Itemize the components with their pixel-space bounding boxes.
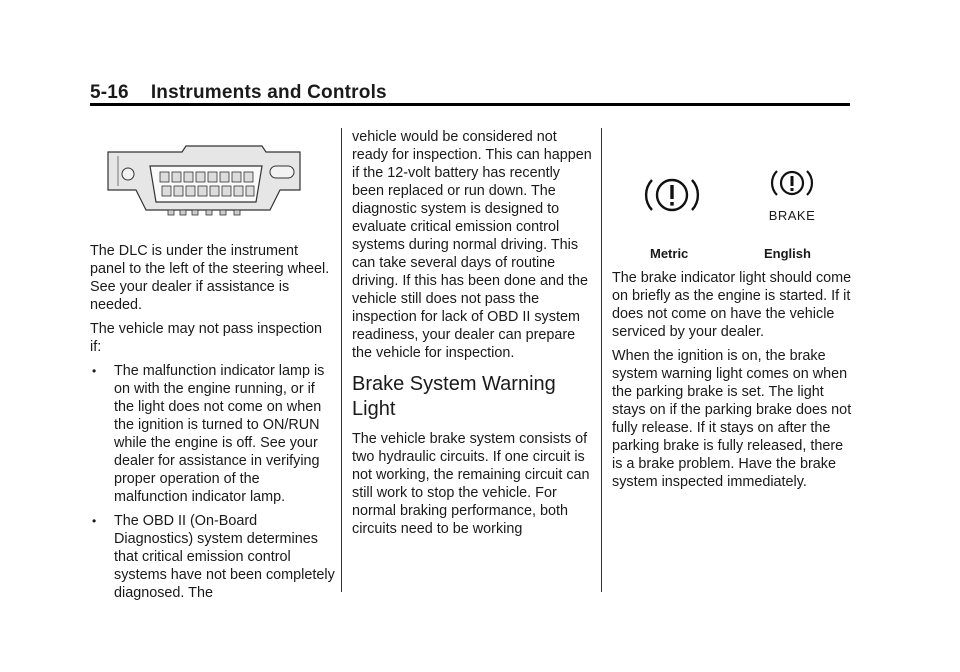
bullet-text: The malfunction indicator lamp is on with the engine running, or if the light does not come on when the ignition is turned to ON/RUN while the engine is off. See your dealer for assistance in verifying proper operation of the malfunction indicator lamp. — [114, 363, 325, 505]
brake-indicator-text: The brake indicator light should come on briefly as the engine is started. If it does not come on have the vehicle serviced by your dealer. — [612, 270, 852, 340]
header-rule — [90, 103, 850, 106]
column-divider — [341, 128, 342, 592]
list-item — [90, 362, 335, 506]
bullet-text: The OBD II (On-Board Diagnostics) system determines that critical emission control systems have not been completely diagnosed. The — [114, 513, 335, 601]
brake-system-text: The vehicle brake system consists of two hydraulic circuits. If one circuit is not working, the remaining circuit can still work to stop the vehicle. For normal braking performance, both circuits need to be working — [352, 431, 590, 537]
column-left — [90, 130, 335, 608]
column-middle — [352, 128, 592, 544]
brake-icon-label: BRAKE — [768, 208, 816, 223]
list-item — [90, 512, 335, 602]
english-caption: English — [764, 246, 811, 261]
brake-warning-text: When the ignition is on, the brake system warning light comes on when the parking brake is set. The light stays on if the parking brake does not fully release. If it stays on after the parking brake is fully released, there is a brake problem. Have the brake system inspected immediately. — [612, 348, 852, 490]
page-title — [90, 82, 850, 104]
section-heading: Brake System Warning Light — [352, 373, 556, 420]
metric-caption: Metric — [650, 246, 689, 261]
dlc-location-text: The DLC is under the instrument panel to the left of the steering wheel. See your dealer if assistance is needed. — [90, 243, 330, 313]
column-right — [612, 130, 852, 497]
english-brake-icon — [762, 166, 822, 225]
section-title: Instruments and Controls — [150, 82, 387, 103]
bullet-icon: • — [92, 514, 97, 528]
dlc-connector-illustration — [94, 140, 314, 222]
bullet-icon: • — [92, 364, 97, 378]
page-number: 5-16 — [90, 82, 129, 103]
brake-warning-icons — [612, 150, 852, 261]
inspection-intro-text: The vehicle may not pass inspection if: — [90, 321, 322, 355]
inspection-continued-text: vehicle would be considered not ready for inspection. This can happen if the 12-volt battery has recently been replaced or run down. The diagnostic system is designed to evaluate critical emission control systems during normal driving. This can take several days of routine driving. If this has been done and the vehicle still does not pass the inspection for lack of OBD II system readiness, your dealer can prepare the vehicle for inspection. — [352, 129, 592, 361]
metric-brake-icon — [642, 172, 702, 223]
page-header — [90, 82, 850, 104]
column-divider — [601, 128, 602, 592]
